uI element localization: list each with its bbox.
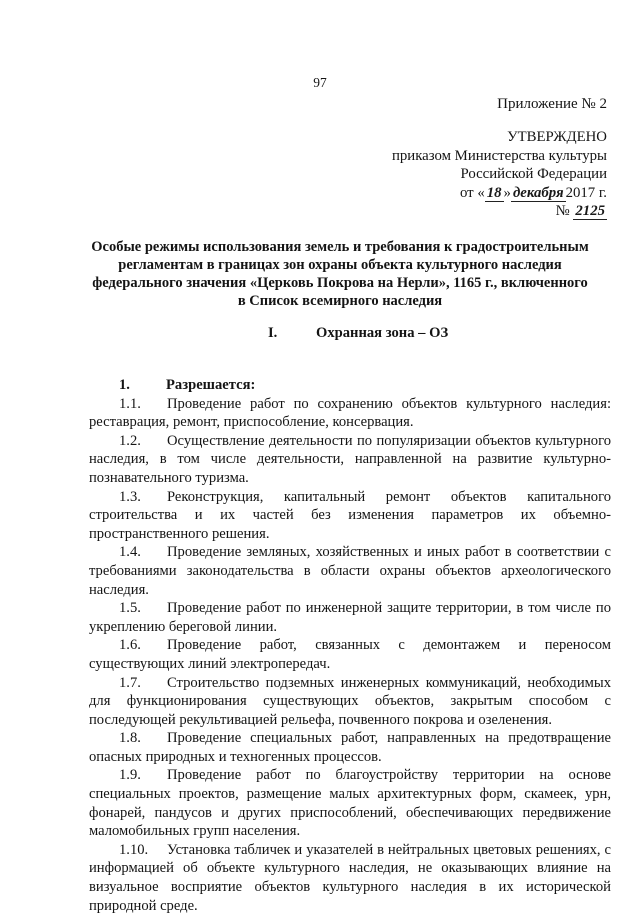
list-item: [89, 488, 611, 544]
item-text: Проведение работ по благоустройству территории на основе специальных проектов, размещение малых архитектурных форм, скамеек, урн, фонарей, пандусов и других приспособлений, обеспечивающих передвижение маломобильных групп населения.: [89, 767, 611, 840]
date-mid: »: [503, 184, 511, 201]
item-text: Реконструкция, капитальный ремонт объектов капитального строительства и их частей без изменения параметров их объемно-пространственного решения.: [89, 488, 611, 542]
item-text: Проведение специальных работ, направленных на предотвращение опасных природных и техногенных процессов.: [89, 730, 611, 765]
document-body: [89, 376, 611, 915]
list-item: [89, 543, 611, 599]
item-text: Установка табличек и указателей в нейтральных цветовых решениях, с информацией об объекте культурного наследия, не оказывающих влияние на визуальное восприятие объектов культурного наследия в их исторической природной среде.: [89, 841, 611, 914]
item-number: 1.3.: [119, 488, 141, 505]
list-item: [89, 599, 611, 636]
section-heading: [268, 324, 448, 343]
approval-date: [392, 184, 607, 203]
list-item: [89, 766, 611, 840]
approval-block: [392, 128, 607, 221]
item-number: 1.9.: [119, 767, 141, 784]
list-item: [89, 432, 611, 488]
item-text: Строительство подземных инженерных коммуникаций, необходимых для функционирования существующих объектов, закрытым способом с последующей рекультивацией рельефа, почвенного покрова и озеленения.: [89, 674, 611, 728]
date-prefix: от «: [459, 184, 485, 201]
subsection-title: Разрешается:: [166, 377, 256, 393]
handwritten-number: 2125: [575, 203, 605, 219]
number-prefix: №: [555, 203, 570, 219]
page-number: 97: [313, 75, 327, 90]
item-text: Осуществление деятельности по популяризации объектов культурного наследия, в том числе деятельности, направленной на развитие культурно-познавательного туризма.: [89, 432, 611, 486]
appendix-label: Приложение № 2: [497, 96, 607, 112]
section-title: Охранная зона – ОЗ: [316, 325, 449, 341]
item-number: 1.10.: [119, 841, 149, 858]
item-number: 1.5.: [119, 600, 141, 617]
item-text: Проведение работ по сохранению объектов культурного наследия: реставрация, ремонт, приспособление, консервация.: [89, 395, 611, 431]
date-year: 2017 г.: [565, 184, 607, 201]
item-number: 1.7.: [119, 674, 141, 691]
item-text: Проведение работ по инженерной защите территории, в том числе по укреплению береговой линии.: [89, 600, 611, 635]
approved-label: УТВЕРЖДЕНО: [507, 129, 607, 145]
item-text: Проведение земляных, хозяйственных и иных работ в соответствии с требованиями законодательства в области охраны объектов археологического наследия.: [89, 544, 611, 598]
list-item: [89, 841, 611, 915]
approval-line-2: Российской Федерации: [460, 166, 607, 182]
list-item: [89, 636, 611, 673]
approval-line-1: приказом Министерства культуры: [391, 147, 607, 164]
item-number: 1.8.: [119, 730, 141, 747]
list-item: [89, 395, 611, 432]
item-number: 1.6.: [119, 637, 141, 654]
subsection-heading: [119, 376, 611, 395]
subsection-number: 1.: [119, 377, 130, 393]
section-number: I.: [268, 325, 278, 341]
handwritten-day: 18: [486, 184, 502, 201]
list-item: [89, 729, 611, 766]
list-item: [89, 674, 611, 730]
approval-number: [392, 202, 607, 221]
item-number: 1.2.: [119, 432, 141, 449]
item-text: Проведение работ, связанных с демонтажем и переносом существующих линий электропередач.: [89, 637, 611, 672]
item-number: 1.1.: [119, 395, 141, 412]
item-number: 1.4.: [119, 544, 141, 561]
handwritten-month: декабря: [512, 184, 564, 201]
document-title: Особые режимы использования земель и требования к градостроительным регламентам в границах зон охраны объекта культурного наследия федерального значения «Церковь Покрова на Нерли», 1165 г., включенного в Список всемирного наследия: [91, 239, 589, 309]
